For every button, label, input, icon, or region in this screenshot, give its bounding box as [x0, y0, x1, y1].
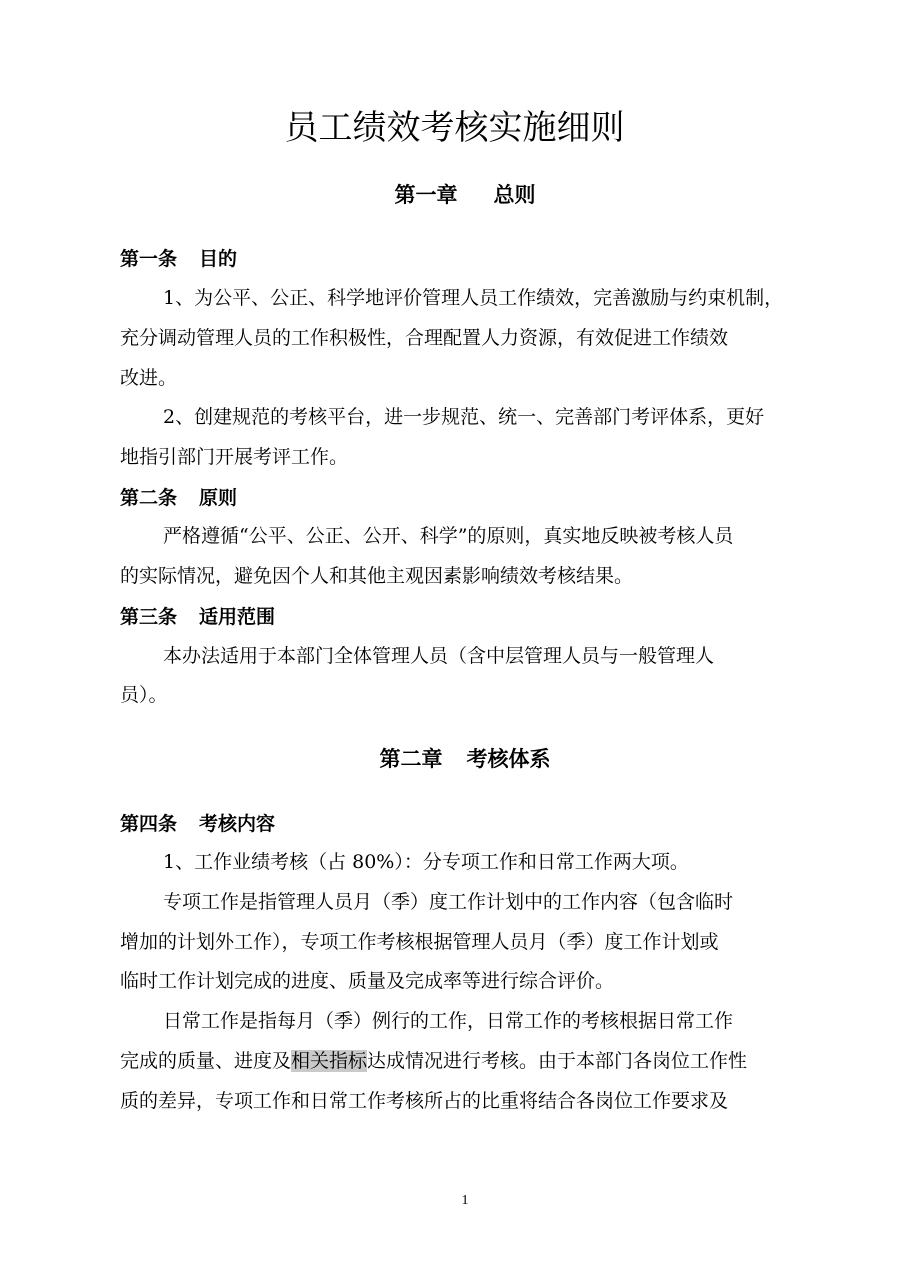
paragraph-line: 日常工作是指每月（季）例行的工作，日常工作的考核根据日常工作 — [163, 1010, 734, 1032]
chapter-heading-1 — [0, 180, 909, 210]
article-heading-2 — [120, 484, 237, 512]
paragraph-line: 1、工作业绩考核（占 80%）：分专项工作和日常工作两大项。 — [163, 851, 689, 873]
paragraph-line: 改进。 — [120, 367, 178, 389]
paragraph-line: 增加的计划外工作），专项工作考核根据管理人员月（季）度工作计划或 — [120, 931, 719, 953]
article-name: 目的 — [199, 248, 238, 270]
article-heading-3 — [120, 603, 275, 631]
article-number: 第三条 — [120, 606, 178, 628]
paragraph-line: 员）。 — [120, 684, 168, 706]
paragraph-line: 本办法适用于本部门全体管理人员（含中层管理人员与一般管理人 — [163, 645, 715, 667]
paragraph-line: 充分调动管理人员的工作积极性，合理配置人力资源，有效促进工作绩效 — [120, 327, 729, 349]
article-heading-1 — [120, 245, 237, 273]
chapter-heading-2 — [0, 744, 909, 774]
text-after-highlight: 达成情况进行考核。由于本部门各岗位工作性 — [367, 1050, 748, 1072]
paragraph-line: 地指引部门开展考评工作。 — [120, 446, 349, 468]
article-name: 原则 — [199, 487, 238, 509]
chapter-name: 总则 — [493, 183, 536, 207]
document-title: 员工绩效考核实施细则 — [284, 108, 625, 148]
paragraph-line-highlighted — [120, 1047, 747, 1075]
chapter-name: 考核体系 — [466, 747, 551, 771]
paragraph-line: 的实际情况，避免因个人和其他主观因素影响绩效考核结果。 — [120, 565, 634, 587]
paragraph-line: 2、创建规范的考核平台，进一步规范、统一、完善部门考评体系，更好 — [163, 406, 765, 428]
page-number: 1 — [461, 1193, 469, 1208]
paragraph-line: 严格遵循“公平、公正、公开、科学”的原则，真实地反映被考核人员 — [163, 525, 734, 547]
paragraph-line: 质的差异，专项工作和日常工作考核所占的比重将结合各岗位工作要求及 — [120, 1090, 729, 1112]
chapter-number: 第二章 — [379, 747, 443, 771]
text-before-highlight: 完成的质量、进度及 — [120, 1050, 292, 1072]
article-number: 第二条 — [120, 487, 178, 509]
chapter-number: 第一章 — [394, 183, 458, 207]
paragraph-line: 专项工作是指管理人员月（季）度工作计划中的工作内容（包含临时 — [163, 891, 734, 913]
paragraph-line: 临时工作计划完成的进度、质量及完成率等进行综合评价。 — [120, 970, 615, 992]
article-name: 考核内容 — [199, 813, 276, 835]
article-name: 适用范围 — [199, 606, 276, 628]
article-number: 第四条 — [120, 813, 178, 835]
highlighted-text[interactable]: 相关指标 — [291, 1050, 368, 1072]
article-number: 第一条 — [120, 248, 178, 270]
article-heading-4 — [120, 810, 275, 838]
paragraph-line: 1、为公平、公正、科学地评价管理人员工作绩效，完善激励与约束机制， — [163, 287, 784, 309]
